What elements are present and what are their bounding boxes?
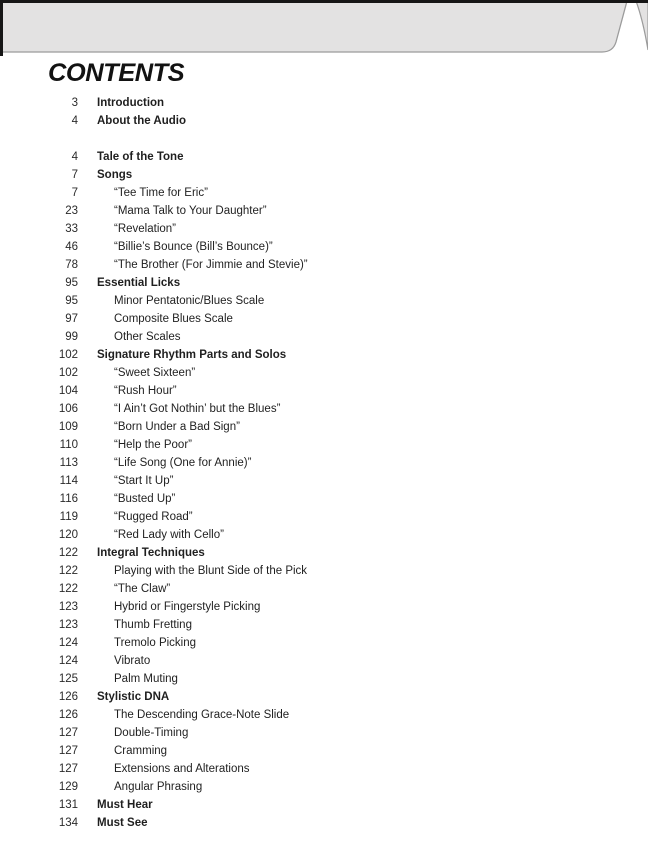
entry-title: “Rugged Road” xyxy=(114,511,193,523)
page-number: 104 xyxy=(58,385,78,397)
toc-row xyxy=(0,760,648,778)
entry-title: Songs xyxy=(97,169,133,181)
page-number: 119 xyxy=(59,511,78,523)
entry-title: Playing with the Blunt Side of the Pick xyxy=(114,565,308,577)
entry-title: Double-Timing xyxy=(114,727,189,739)
header-banner xyxy=(0,0,648,58)
page-number: 99 xyxy=(65,331,78,343)
entry-title: “Red Lady with Cello” xyxy=(114,529,224,541)
toc-row xyxy=(0,184,648,202)
entry-title: “Tee Time for Eric” xyxy=(114,187,208,199)
page-number: 3 xyxy=(71,97,78,109)
page-number: 125 xyxy=(58,673,78,685)
page-number: 122 xyxy=(58,547,78,559)
entry-title: Other Scales xyxy=(114,331,181,343)
page-number: 122 xyxy=(58,565,78,577)
toc-row xyxy=(0,274,648,292)
toc-row xyxy=(0,418,648,436)
page-number: 7 xyxy=(71,187,78,199)
toc-row xyxy=(0,310,648,328)
toc-row xyxy=(0,112,648,130)
page-number: 127 xyxy=(58,727,78,739)
entry-title: Hybrid or Fingerstyle Picking xyxy=(114,601,261,613)
toc-row xyxy=(0,616,648,634)
entry-title: Palm Muting xyxy=(114,673,178,685)
entry-title: Vibrato xyxy=(114,655,151,667)
entry-title: Introduction xyxy=(97,97,165,109)
toc-row xyxy=(0,580,648,598)
entry-title: “Start It Up” xyxy=(114,475,174,487)
toc-row xyxy=(0,814,648,832)
entry-title: “Born Under a Bad Sign” xyxy=(114,421,240,433)
page-number: 122 xyxy=(58,583,78,595)
page-number: 109 xyxy=(58,421,78,433)
page-number: 102 xyxy=(58,349,78,361)
entry-title: Minor Pentatonic/Blues Scale xyxy=(114,295,265,307)
page-number: 97 xyxy=(65,313,78,325)
toc-row xyxy=(0,346,648,364)
entry-title: Stylistic DNA xyxy=(97,691,170,703)
entry-title: “Busted Up” xyxy=(114,493,176,505)
page-number: 127 xyxy=(58,763,78,775)
toc-row xyxy=(0,148,648,166)
toc-row xyxy=(0,598,648,616)
toc-row xyxy=(0,706,648,724)
entry-title: The Descending Grace-Note Slide xyxy=(114,709,290,721)
entry-title: Must Hear xyxy=(97,799,153,811)
entry-title: Angular Phrasing xyxy=(114,781,203,793)
entry-title: Composite Blues Scale xyxy=(114,313,233,325)
entry-title: “Billie’s Bounce (Bill’s Bounce)” xyxy=(114,241,273,253)
page-number: 110 xyxy=(59,439,78,451)
toc-row xyxy=(0,292,648,310)
toc-row xyxy=(0,490,648,508)
toc-row xyxy=(0,652,648,670)
page-number: 7 xyxy=(71,169,78,181)
page-number: 129 xyxy=(58,781,78,793)
page-number: 95 xyxy=(65,277,78,289)
page-number: 127 xyxy=(58,745,78,757)
page-number: 123 xyxy=(58,619,78,631)
page-number: 134 xyxy=(58,817,78,829)
toc-row xyxy=(0,166,648,184)
page-number: 46 xyxy=(65,241,78,253)
entry-title: Signature Rhythm Parts and Solos xyxy=(97,349,287,361)
page-number: 126 xyxy=(58,709,78,721)
page-number: 23 xyxy=(65,205,78,217)
entry-title: “Mama Talk to Your Daughter” xyxy=(114,205,267,217)
page-number: 95 xyxy=(65,295,78,307)
toc-row xyxy=(0,238,648,256)
toc-row xyxy=(0,436,648,454)
toc-list xyxy=(0,94,648,832)
entry-title: Integral Techniques xyxy=(97,547,205,559)
page-number: 114 xyxy=(59,475,78,487)
toc-row xyxy=(0,202,648,220)
entry-title: Thumb Fretting xyxy=(114,619,192,631)
page-number: 124 xyxy=(58,637,78,649)
entry-title: “Revelation” xyxy=(114,223,176,235)
toc-row xyxy=(0,328,648,346)
entry-title: Tale of the Tone xyxy=(97,151,184,163)
entry-title: “The Brother (For Jimmie and Stevie)” xyxy=(114,259,308,271)
page-title: CONTENTS xyxy=(48,59,185,87)
toc-row xyxy=(0,508,648,526)
entry-title: About the Audio xyxy=(97,115,186,127)
toc-row xyxy=(0,526,648,544)
page-number: 123 xyxy=(58,601,78,613)
toc-row xyxy=(0,688,648,706)
entry-title: Tremolo Picking xyxy=(114,637,197,649)
page-number: 4 xyxy=(71,115,78,127)
page-number: 120 xyxy=(58,529,78,541)
entry-title: Cramming xyxy=(114,745,168,757)
entry-title: Extensions and Alterations xyxy=(114,763,250,775)
page-number: 126 xyxy=(58,691,78,703)
toc-row xyxy=(0,796,648,814)
toc-row xyxy=(0,454,648,472)
page-number: 113 xyxy=(59,457,78,469)
page-number: 78 xyxy=(65,259,78,271)
toc-row xyxy=(0,778,648,796)
toc-row xyxy=(0,364,648,382)
page-number: 131 xyxy=(58,799,78,811)
entry-title: “The Claw” xyxy=(114,583,171,595)
entry-title: “Rush Hour” xyxy=(114,385,177,397)
toc-row xyxy=(0,382,648,400)
page-number: 33 xyxy=(65,223,78,235)
entry-title: Must See xyxy=(97,817,148,829)
toc-row xyxy=(0,742,648,760)
toc-row xyxy=(0,724,648,742)
toc-row xyxy=(0,562,648,580)
toc-row xyxy=(0,256,648,274)
page-number: 124 xyxy=(58,655,78,667)
page-number: 102 xyxy=(58,367,78,379)
toc-row xyxy=(0,472,648,490)
toc-row xyxy=(0,634,648,652)
toc-row xyxy=(0,94,648,112)
page-number: 106 xyxy=(58,403,78,415)
entry-title: “Sweet Sixteen” xyxy=(114,367,196,379)
entry-title: “Life Song (One for Annie)” xyxy=(114,457,252,469)
toc-row xyxy=(0,670,648,688)
toc-row xyxy=(0,544,648,562)
toc-row xyxy=(0,400,648,418)
entry-title: “I Ain’t Got Nothin’ but the Blues” xyxy=(114,403,281,415)
toc-row xyxy=(0,220,648,238)
entry-title: Essential Licks xyxy=(97,277,181,289)
banner-graphic xyxy=(0,0,648,58)
page-number: 116 xyxy=(59,493,78,505)
page-number: 4 xyxy=(71,151,78,163)
entry-title: “Help the Poor” xyxy=(114,439,192,451)
